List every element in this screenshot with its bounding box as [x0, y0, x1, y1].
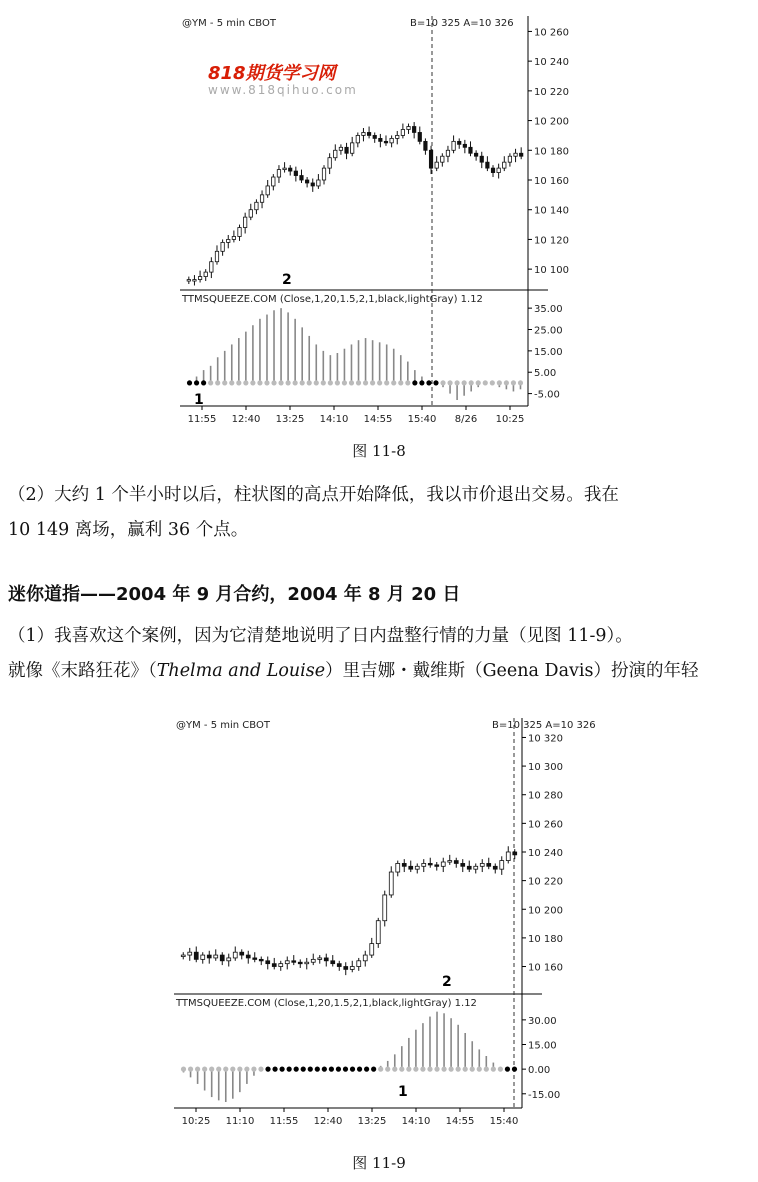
squeeze-dot-off [498, 1067, 503, 1072]
candle-body [266, 961, 270, 964]
squeeze-dot-on [433, 380, 438, 385]
price-tick-label: 10 200 [528, 905, 563, 917]
squeeze-dot-off [251, 1067, 256, 1072]
squeeze-dot-off [257, 380, 262, 385]
candle-body [379, 138, 382, 141]
candle-body [409, 866, 413, 869]
candle-body [441, 156, 444, 162]
squeeze-dot-off [370, 380, 375, 385]
price-tick-label: 10 220 [528, 876, 563, 888]
annotation-2: 2 [442, 974, 452, 990]
candle-body [210, 262, 213, 272]
candle-body [350, 967, 354, 970]
candle-body [204, 272, 207, 276]
squeeze-dot-off [244, 1067, 249, 1072]
candle-body [221, 242, 224, 251]
squeeze-dot-on [412, 380, 417, 385]
chart-header-symbol: @YM - 5 min CBOT [182, 18, 276, 29]
squeeze-dot-off [293, 380, 298, 385]
time-tick-label: 12:40 [231, 414, 261, 425]
squeeze-dot-off [434, 1067, 439, 1072]
time-tick-label: 10:25 [181, 1116, 211, 1127]
squeeze-dot-on [371, 1067, 376, 1072]
time-tick-label: 8/26 [454, 414, 478, 425]
price-tick-label: 10 180 [534, 146, 569, 158]
candle-body [345, 147, 348, 153]
squeeze-dot-off [405, 380, 410, 385]
candle-body [188, 952, 192, 955]
squeeze-dot-off [456, 1067, 461, 1072]
candle-body [469, 147, 472, 153]
paragraph-2-line-1: （1）我喜欢这个案例，因为它清楚地说明了日内盘整行情的力量（见图 11-9）。 [8, 626, 633, 646]
candle-body [240, 952, 244, 955]
squeeze-dot-off [188, 1067, 193, 1072]
price-tick-label: 10 160 [528, 962, 563, 974]
candle-body [328, 158, 331, 168]
squeeze-dot-off [278, 380, 283, 385]
candle-body [181, 955, 185, 957]
candle-body [508, 156, 511, 162]
candle-body [441, 862, 445, 866]
candle-body [467, 866, 471, 869]
price-tick-label: 10 100 [534, 265, 569, 277]
candle-body [232, 236, 235, 239]
candle-body [214, 955, 218, 958]
watermark-url: www.818qihuo.com [208, 82, 358, 97]
candle-body [305, 180, 308, 183]
candle-body [435, 162, 438, 168]
price-tick-label: 10 260 [534, 27, 569, 39]
candle-body [424, 141, 427, 150]
section-heading: 迷你道指——2004 年 9 月合约，2004 年 8 月 20 日 [8, 584, 461, 605]
candle-body [198, 277, 201, 280]
paragraph-1-line-1: （2）大约 1 个半小时以后，柱状图的高点开始降低，我以市价退出交易。我在 [8, 485, 619, 505]
candle-body [292, 961, 296, 963]
squeeze-dot-on [194, 380, 199, 385]
squeeze-dot-off [491, 1067, 496, 1072]
squeeze-dot-off [342, 380, 347, 385]
paragraph-2-text-a: 就像《末路狂花》（ [8, 661, 157, 681]
squeeze-dot-off [307, 380, 312, 385]
candle-body [461, 863, 465, 866]
candle-body [373, 135, 376, 138]
candle-body [279, 964, 283, 967]
price-tick-label: 10 320 [528, 733, 563, 745]
indicator-label: TTMSQUEEZE.COM (Close,1,20,1.5,2,1,black,lightGray) 1.12 [176, 998, 477, 1009]
candle-body [491, 168, 494, 172]
squeeze-dot-off [392, 1067, 397, 1072]
osc-tick-label: 15.00 [528, 1040, 557, 1052]
time-tick-label: 14:55 [445, 1116, 475, 1127]
squeeze-dot-on [315, 1067, 320, 1072]
osc-tick-label: 15.00 [534, 346, 563, 358]
candle-body [497, 168, 500, 172]
candle-body [370, 944, 374, 955]
squeeze-dot-off [363, 380, 368, 385]
chart-header-bid-ask: B=10 325 A=10 326 [492, 720, 596, 731]
squeeze-dot-off [222, 380, 227, 385]
squeeze-dot-off [518, 380, 523, 385]
candle-body [506, 852, 510, 861]
osc-tick-label: -5.00 [534, 389, 560, 401]
chart-header-symbol: @YM - 5 min CBOT [176, 720, 270, 731]
candle-body [500, 861, 504, 870]
time-tick-label: 15:40 [407, 414, 437, 425]
osc-tick-label: -15.00 [528, 1089, 561, 1101]
squeeze-dot-on [343, 1067, 348, 1072]
candle-body [415, 866, 419, 869]
time-tick-label: 11:10 [225, 1116, 255, 1127]
squeeze-dot-off [497, 380, 502, 385]
candle-body [344, 967, 348, 970]
squeeze-dot-off [216, 1067, 221, 1072]
candle-body [331, 961, 335, 964]
squeeze-dot-off [335, 380, 340, 385]
price-tick-label: 10 260 [528, 819, 563, 831]
candle-body [435, 865, 439, 867]
squeeze-dot-off [406, 1067, 411, 1072]
osc-tick-label: 5.00 [534, 368, 557, 380]
candle-body [201, 955, 205, 959]
squeeze-dot-off [476, 380, 481, 385]
paragraph-2-line-2 [8, 654, 754, 689]
squeeze-dot-off [258, 1067, 263, 1072]
candle-body [334, 150, 337, 157]
squeeze-dot-off [490, 380, 495, 385]
candle-body [322, 168, 325, 180]
candle-body [389, 872, 393, 895]
candle-body [266, 186, 269, 195]
osc-tick-label: 35.00 [534, 304, 563, 316]
candle-body [396, 863, 400, 872]
candle-body [285, 961, 289, 964]
squeeze-dot-off [483, 380, 488, 385]
squeeze-dot-off [328, 380, 333, 385]
squeeze-dot-off [449, 1067, 454, 1072]
candle-body [452, 141, 455, 150]
candle-body [298, 962, 302, 964]
candle-body [503, 162, 506, 168]
price-tick-label: 10 300 [528, 762, 563, 774]
squeeze-dot-off [398, 380, 403, 385]
squeeze-dot-off [377, 380, 382, 385]
price-tick-label: 10 200 [534, 116, 569, 128]
paragraph-1-line-2: 10 149 离场，赢利 36 个点。 [8, 520, 249, 540]
candle-body [260, 195, 263, 202]
candle-body [350, 143, 353, 153]
price-tick-label: 10 160 [534, 176, 569, 187]
candle-body [324, 958, 328, 961]
squeeze-dot-on [505, 1067, 510, 1072]
squeeze-dot-off [243, 380, 248, 385]
squeeze-dot-on [201, 380, 206, 385]
candle-body [311, 959, 315, 962]
candle-body [519, 153, 522, 156]
candle-body [215, 251, 218, 261]
price-tick-label: 10 240 [528, 847, 563, 859]
squeeze-dot-off [321, 380, 326, 385]
candle-body [390, 138, 393, 142]
candle-body [311, 183, 314, 186]
osc-tick-label: 0.00 [528, 1065, 551, 1077]
candle-body [448, 861, 452, 863]
squeeze-dot-off [229, 380, 234, 385]
squeeze-dot-off [413, 1067, 418, 1072]
candle-body [207, 955, 211, 958]
annotation-1: 1 [398, 1084, 408, 1100]
squeeze-dot-off [300, 380, 305, 385]
squeeze-dot-off [399, 1067, 404, 1072]
squeeze-dot-off [384, 380, 389, 385]
candle-body [514, 153, 517, 156]
squeeze-dot-off [237, 1067, 242, 1072]
candle-body [193, 280, 196, 282]
squeeze-dot-on [280, 1067, 285, 1072]
squeeze-dot-on [350, 1067, 355, 1072]
squeeze-dot-on [336, 1067, 341, 1072]
candle-body [249, 210, 252, 217]
candle-body [227, 239, 230, 242]
candle-body [294, 171, 297, 175]
time-tick-label: 11:55 [269, 1116, 299, 1127]
time-tick-label: 13:25 [357, 1116, 387, 1127]
candle-body [493, 866, 497, 869]
candle-body [187, 280, 190, 282]
candle-body [428, 863, 432, 865]
squeeze-dot-off [209, 1067, 214, 1072]
squeeze-dot-off [391, 380, 396, 385]
squeeze-dot-on [322, 1067, 327, 1072]
candle-body [384, 141, 387, 143]
candle-body [238, 228, 241, 237]
squeeze-dot-off [356, 380, 361, 385]
squeeze-dot-on [512, 1067, 517, 1072]
squeeze-dot-on [419, 380, 424, 385]
squeeze-dot-on [265, 1067, 270, 1072]
squeeze-dot-off [455, 380, 460, 385]
candle-body [362, 132, 365, 135]
price-tick-label: 10 120 [534, 235, 569, 247]
candle-body [337, 964, 341, 967]
candle-body [253, 958, 257, 960]
squeeze-dot-on [287, 1067, 292, 1072]
squeeze-dot-off [462, 380, 467, 385]
time-tick-label: 13:25 [275, 414, 305, 425]
candle-body [383, 895, 387, 921]
squeeze-dot-off [420, 1067, 425, 1072]
squeeze-dot-off [463, 1067, 468, 1072]
squeeze-dot-on [294, 1067, 299, 1072]
movie-title-english: Thelma and Louise [156, 661, 326, 681]
squeeze-dot-on [187, 380, 192, 385]
squeeze-dot-on [426, 380, 431, 385]
squeeze-dot-on [301, 1067, 306, 1072]
squeeze-dot-off [469, 380, 474, 385]
squeeze-dot-on [308, 1067, 313, 1072]
squeeze-dot-off [440, 380, 445, 385]
squeeze-dot-off [441, 1067, 446, 1072]
squeeze-dot-off [286, 380, 291, 385]
figure-11-9-caption: 图 11-9 [352, 1154, 406, 1172]
squeeze-dot-off [264, 380, 269, 385]
candle-body [396, 135, 399, 138]
squeeze-dot-off [349, 380, 354, 385]
squeeze-dot-off [195, 1067, 200, 1072]
watermark-logo: 818期货学习网 [208, 63, 336, 84]
figure-11-9-chart [170, 714, 596, 1134]
candle-body [463, 144, 466, 147]
candle-body [272, 177, 275, 186]
squeeze-dot-off [202, 1067, 207, 1072]
candle-body [220, 955, 224, 961]
squeeze-dot-on [329, 1067, 334, 1072]
chart-header-bid-ask: B=10 325 A=10 326 [410, 18, 514, 29]
squeeze-dot-off [181, 1067, 186, 1072]
candle-body [357, 961, 361, 967]
price-tick-label: 10 220 [534, 86, 569, 98]
candle-body [227, 958, 231, 961]
annotation-1: 1 [194, 392, 204, 408]
squeeze-dot-off [378, 1067, 383, 1072]
squeeze-dot-off [230, 1067, 235, 1072]
candle-body [318, 958, 322, 960]
squeeze-dot-off [250, 380, 255, 385]
candle-body [486, 162, 489, 168]
squeeze-dot-off [215, 380, 220, 385]
candle-body [317, 180, 320, 186]
candle-body [474, 866, 478, 869]
annotation-2: 2 [282, 272, 292, 288]
squeeze-dot-on [272, 1067, 277, 1072]
candle-body [246, 955, 250, 958]
price-tick-label: 10 180 [528, 933, 563, 945]
squeeze-dot-off [504, 380, 509, 385]
time-tick-label: 15:40 [489, 1116, 519, 1127]
squeeze-dot-off [314, 380, 319, 385]
candle-body [277, 170, 280, 177]
paragraph-2-text-b: ）里吉娜・戴维斯（Geena Davis）扮演的年轻 [325, 661, 699, 681]
price-tick-label: 10 280 [528, 790, 563, 802]
candle-body [458, 141, 461, 144]
squeeze-dot-off [223, 1067, 228, 1072]
candle-body [255, 202, 258, 209]
candle-body [487, 863, 491, 866]
squeeze-dot-off [271, 380, 276, 385]
candle-body [480, 863, 484, 866]
squeeze-dot-off [236, 380, 241, 385]
candle-body [289, 168, 292, 171]
time-tick-label: 14:10 [319, 414, 349, 425]
figure-11-9-svg [170, 714, 596, 1134]
candle-body [402, 863, 406, 866]
candle-body [401, 129, 404, 135]
price-tick-label: 10 140 [534, 205, 569, 217]
candle-body [272, 964, 276, 967]
osc-tick-label: 25.00 [534, 325, 563, 337]
squeeze-dot-off [470, 1067, 475, 1072]
candle-body [233, 952, 237, 958]
candle-body [376, 921, 380, 944]
candle-body [429, 150, 432, 168]
time-tick-label: 14:10 [401, 1116, 431, 1127]
candle-body [243, 217, 246, 227]
candle-body [259, 959, 263, 961]
squeeze-dot-on [364, 1067, 369, 1072]
candle-body [480, 156, 483, 162]
candle-body [339, 147, 342, 150]
candle-body [363, 955, 367, 961]
candle-body [356, 135, 359, 142]
candle-body [418, 132, 421, 141]
candle-body [446, 150, 449, 156]
time-tick-label: 14:55 [363, 414, 393, 425]
squeeze-dot-off [385, 1067, 390, 1072]
candle-body [300, 176, 303, 180]
squeeze-dot-on [357, 1067, 362, 1072]
candle-body [283, 168, 286, 170]
time-tick-label: 12:40 [313, 1116, 343, 1127]
candle-body [474, 153, 477, 156]
indicator-label: TTMSQUEEZE.COM (Close,1,20,1.5,2,1,black,lightGray) 1.12 [182, 294, 483, 305]
time-tick-label: 11:55 [187, 414, 217, 425]
squeeze-dot-off [208, 380, 213, 385]
candle-body [412, 127, 415, 133]
candle-body [422, 863, 426, 866]
squeeze-dot-off [477, 1067, 482, 1072]
price-tick-label: 10 240 [534, 57, 569, 69]
time-tick-label: 10:25 [495, 414, 525, 425]
figure-11-8-caption: 图 11-8 [352, 442, 406, 460]
candle-body [367, 132, 370, 135]
candle-body [194, 952, 198, 959]
osc-tick-label: 30.00 [528, 1015, 557, 1027]
candle-body [305, 962, 309, 964]
squeeze-dot-off [511, 380, 516, 385]
squeeze-dot-off [427, 1067, 432, 1072]
watermark [208, 64, 358, 97]
squeeze-dot-off [447, 380, 452, 385]
squeeze-dot-off [484, 1067, 489, 1072]
candle-body [407, 127, 410, 130]
candle-body [454, 861, 458, 864]
candle-body [513, 852, 517, 855]
